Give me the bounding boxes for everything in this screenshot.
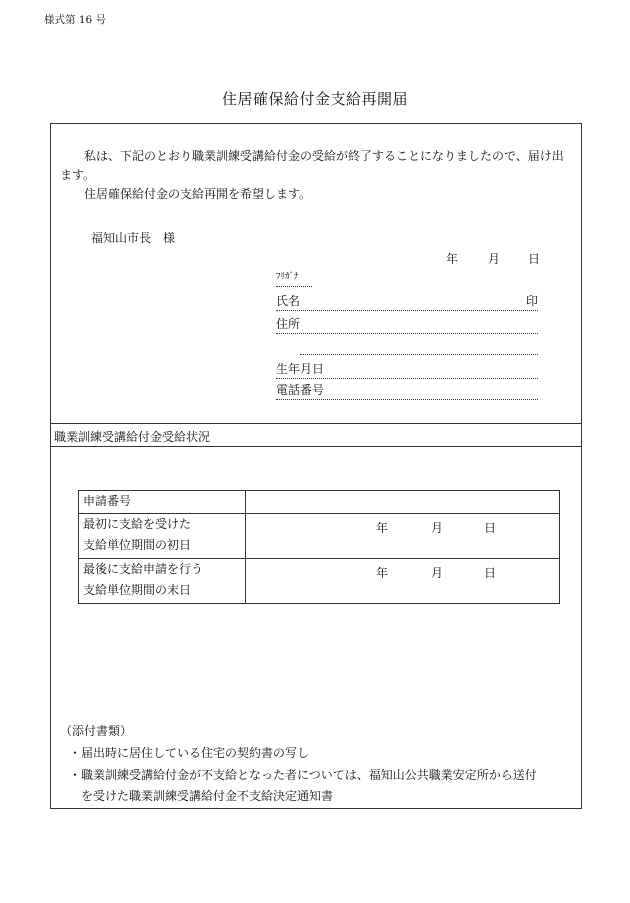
date-day-label: 日: [528, 252, 541, 266]
furigana-field[interactable]: [276, 270, 312, 287]
bullet-mark: ・: [69, 746, 82, 760]
statement-request: 住居確保給付金の支給再開を希望します。: [84, 187, 312, 201]
address-field-line2[interactable]: [300, 338, 538, 355]
first-period-year-label: 年: [376, 521, 389, 535]
table-row: [79, 514, 560, 559]
last-period-label: [79, 559, 246, 604]
attachment-text-line1: 職業訓練受講給付金が不支給となった者については、福知山公共職業安定所から送付: [81, 768, 537, 782]
status-section-header: [51, 423, 581, 447]
first-period-month-label: 月: [431, 521, 444, 535]
last-period-day-label: 日: [484, 566, 497, 580]
last-period-month-label: 月: [431, 566, 444, 580]
status-table: [78, 490, 560, 604]
last-period-date-input[interactable]: [246, 559, 560, 604]
name-label: 氏名: [276, 294, 301, 308]
first-period-label: [79, 514, 246, 559]
address-field[interactable]: [276, 317, 538, 334]
last-period-label-line1: 最後に支給申請を行う: [83, 562, 204, 576]
attachment-text: 届出時に居住している住宅の契約書の写し: [81, 746, 310, 760]
phone-field[interactable]: [276, 383, 538, 400]
document-title: 住居確保給付金支給再開届: [221, 90, 408, 108]
first-period-day-label: 日: [484, 521, 497, 535]
attachment-text-line2: を受けた職業訓練受講給付金不支給決定通知書: [81, 789, 334, 803]
statement-paragraph: 私は、下記のとおり職業訓練受講給付金の受給が終了することになりましたので、届け出ます。: [60, 149, 564, 182]
first-period-label-line1: 最初に支給を受けた: [83, 517, 192, 531]
last-period-label-line2: 支給単位期間の末日: [83, 583, 192, 597]
seal-mark: 印: [525, 294, 538, 308]
status-section-title: 職業訓練受講給付金受給状況: [54, 430, 211, 444]
address-label: 住所: [276, 317, 301, 331]
last-period-year-label: 年: [376, 566, 389, 580]
form-number: 様式第 16 号: [44, 14, 107, 26]
table-row: [79, 491, 560, 514]
first-period-date-input[interactable]: [246, 514, 560, 559]
attachment-item: [69, 743, 579, 764]
application-number-input[interactable]: [246, 491, 560, 514]
birthdate-label: 生年月日: [276, 362, 325, 376]
birthdate-field[interactable]: [276, 362, 538, 379]
attachment-item: [69, 765, 579, 807]
addressee: 福知山市長 様: [91, 231, 176, 245]
furigana-label: ﾌﾘｶﾞﾅ: [276, 272, 299, 282]
table-row: [79, 559, 560, 604]
application-number-label: 申請番号: [79, 491, 246, 514]
bullet-mark: ・: [69, 768, 82, 782]
attachments-heading: （添付書類）: [60, 724, 133, 738]
form-frame: [50, 123, 582, 809]
first-period-label-line2: 支給単位期間の初日: [83, 538, 192, 552]
date-month-label: 月: [488, 252, 501, 266]
phone-label: 電話番号: [276, 383, 325, 397]
date-year-label: 年: [446, 252, 459, 266]
name-field[interactable]: [276, 294, 538, 311]
